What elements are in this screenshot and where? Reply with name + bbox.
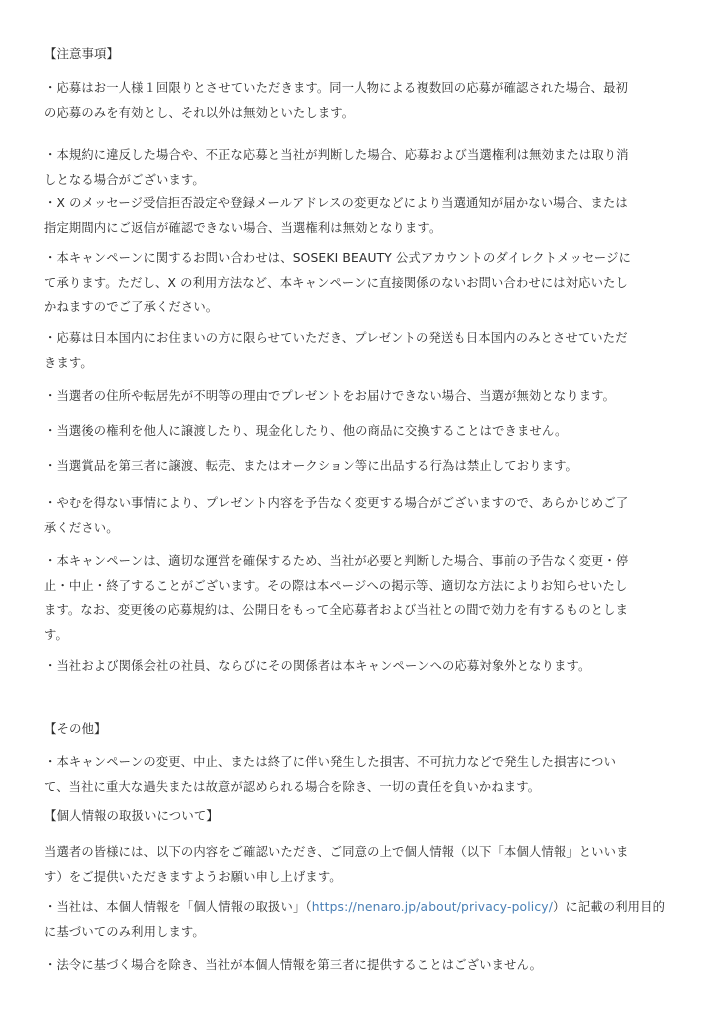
notes-item-11-line-1: ・当社および関係会社の社員、ならびにその関係者は本キャンペーンへの応募対象外となります。 (44, 659, 591, 673)
notes-item-2-line-1: ・本規約に違反した場合や、不正な応募と当社が判断した場合、応募および当選権利は無効または取り消 (44, 148, 629, 162)
other-text (44, 750, 616, 799)
notes-item-11 (44, 654, 590, 679)
privacy-use-line-1 (44, 895, 665, 920)
notes-item-4-line-1: ・本キャンペーンに関するお問い合わせは、SOSEKI BEAUTY 公式アカウントのダイレクトメッセージに (44, 251, 632, 265)
privacy-use-text-before: ・当社は、本個人情報を「個人情報の取扱い」（ (44, 900, 312, 914)
notes-item-9-line-1: ・やむを得ない事情により、プレゼント内容を予告なく変更する場合がございますので、あらかじめご了 (44, 496, 629, 510)
privacy-policy-link[interactable]: https://nenaro.jp/about/privacy-policy/ (311, 900, 553, 914)
privacy-intro-line-1: 当選者の皆様には、以下の内容をご確認いただき、ご同意の上で個人情報（以下「本個人情報」といいま (44, 845, 629, 859)
notes-heading: 【注意事項】 (44, 46, 120, 61)
notes-item-4 (44, 246, 631, 320)
privacy-heading: 【個人情報の取扱いについて】 (44, 808, 219, 823)
notes-item-5-line-2: きます。 (44, 355, 93, 370)
privacy-intro (44, 840, 629, 889)
notes-item-3-line-1: ・X のメッセージ受信拒否設定や登録メールアドレスの変更などにより当選通知が届かない場合、または (44, 196, 628, 210)
notes-item-1-line-1: ・応募はお一人様１回限りとさせていただきます。同一人物による複数回の応募が確認された場合、最初 (44, 81, 629, 95)
privacy-third-party (44, 953, 542, 978)
notes-item-4-line-2: て承ります。ただし、X の利用方法など、本キャンペーンに直接関係のないお問い合わせには対応いたし (44, 275, 628, 290)
notes-item-7-line-1: ・当選後の権利を他人に譲渡したり、現金化したり、他の商品に交換することはできません。 (44, 424, 568, 438)
notes-item-4-line-3: かねますのでご了承ください。 (44, 300, 219, 314)
privacy-intro-line-2: す）をご提供いただきますようお願い申し上げます。 (44, 869, 342, 884)
other-text-line-1: ・本キャンペーンの変更、中止、または終了に伴い発生した損害、不可抗力などで発生した損害につい (44, 755, 617, 769)
notes-item-10-line-1: ・本キャンペーンは、適切な運営を確保するため、当社が必要と判断した場合、事前の予告なく変更・停 (44, 554, 629, 568)
privacy-use-line-2: に基づいてのみ利用します。 (44, 924, 205, 939)
privacy-use-text-after: ）に記載の利用目的 (553, 900, 666, 914)
notes-item-10-line-4: す。 (44, 627, 68, 642)
notes-item-7 (44, 419, 568, 444)
notes-item-2-line-2: しとなる場合がございます。 (44, 172, 205, 187)
notes-item-3-line-2: 指定期間内にご返信が確認できない場合、当選権利は無効となります。 (44, 220, 442, 235)
notes-item-1 (44, 76, 628, 125)
notes-item-6-line-1: ・当選者の住所や転居先が不明等の理由でプレゼントをお届けできない場合、当選が無効となります。 (44, 389, 616, 403)
notes-item-10-line-3: ます。なお、変更後の応募規約は、公開日をもって全応募者および当社との間で効力を有するものとしま (44, 603, 629, 617)
notes-item-8-line-1: ・当選賞品を第三者に譲渡、転売、またはオークション等に出品する行為は禁止しております。 (44, 459, 578, 473)
notes-item-9 (44, 491, 628, 540)
other-heading: 【その他】 (44, 721, 107, 736)
notes-item-5 (44, 326, 628, 375)
notes-item-6 (44, 384, 615, 409)
notes-item-2 (44, 143, 629, 192)
notes-item-9-line-2: 承ください。 (44, 520, 119, 535)
notes-item-10 (44, 549, 628, 647)
other-text-line-2: て、当社に重大な過失または故意が認められる場合を除き、一切の責任を負いかねます。 (44, 779, 541, 794)
notes-item-8 (44, 454, 578, 479)
notes-item-1-line-2: の応募のみを有効とし、それ以外は無効といたします。 (44, 105, 355, 120)
privacy-use (44, 895, 665, 944)
privacy-third-party-line-1: ・法令に基づく場合を除き、当社が本個人情報を第三者に提供することはございません。 (44, 958, 543, 972)
notes-item-5-line-1: ・応募は日本国内にお住まいの方に限らせていただき、プレゼントの発送も日本国内のみとさせていただ (44, 331, 628, 345)
notes-item-10-line-2: 止・中止・終了することがございます。その際は本ページへの掲示等、適切な方法によりお知らせいたし (44, 578, 628, 593)
notes-item-3 (44, 191, 628, 240)
